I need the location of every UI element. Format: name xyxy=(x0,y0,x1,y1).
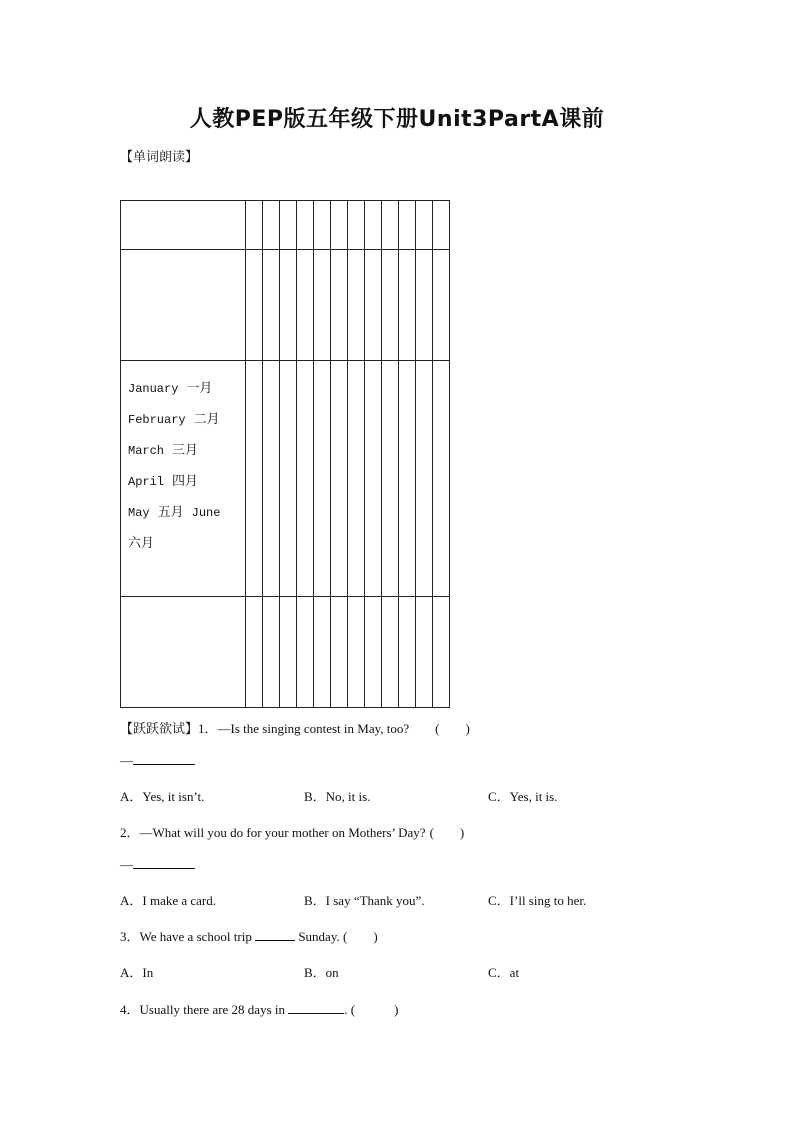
table-cell xyxy=(382,201,399,250)
vocab-chinese: 一月 xyxy=(186,381,213,396)
table-cell xyxy=(399,201,416,250)
table-cell xyxy=(348,361,365,597)
answer-line xyxy=(120,856,195,873)
answer-dash: — xyxy=(120,753,133,768)
table-cell xyxy=(297,361,314,597)
table-cell xyxy=(416,361,433,597)
section-word-reading: 【单词朗读】 xyxy=(120,150,199,165)
vocab-english: March xyxy=(128,444,165,458)
table-cell xyxy=(246,201,263,250)
table-cell xyxy=(314,361,331,597)
table-cell xyxy=(246,250,263,361)
table-cell xyxy=(365,597,382,708)
vocab-line xyxy=(128,470,198,490)
table-cell xyxy=(382,597,399,708)
table-cell xyxy=(314,597,331,708)
vocabulary-table xyxy=(120,200,450,708)
table-cell xyxy=(416,597,433,708)
answer-blank[interactable] xyxy=(133,856,195,869)
vocab-english: January xyxy=(128,382,179,396)
question-text: Usually there are 28 days in xyxy=(139,1002,285,1017)
vocab-line xyxy=(128,532,154,552)
page-title: 人教PEP版五年级下册Unit3PartA课前 xyxy=(189,107,605,132)
vocab-line xyxy=(128,408,220,428)
vocab-chinese: 六月 xyxy=(128,536,155,551)
table-cell xyxy=(246,597,263,708)
question-2 xyxy=(120,822,464,841)
table-cell xyxy=(399,361,416,597)
table-cell xyxy=(280,201,297,250)
vocab-chinese: 三月 xyxy=(172,443,199,458)
option-a: A．In xyxy=(120,965,154,980)
option-c: C．Yes, it is. xyxy=(488,789,558,804)
option-a: A．Yes, it isn’t. xyxy=(120,789,205,804)
table-cell xyxy=(382,250,399,361)
table-cell xyxy=(297,250,314,361)
table-cell xyxy=(121,597,246,708)
option-b: B．on xyxy=(304,965,339,980)
vocab-line xyxy=(128,439,198,459)
vocab-chinese: 四月 xyxy=(172,474,199,489)
table-cell xyxy=(246,361,263,597)
answer-paren: ( ) xyxy=(429,825,465,840)
answer-paren: ( ) xyxy=(435,721,470,736)
table-cell xyxy=(280,597,297,708)
table-cell xyxy=(382,361,399,597)
question-text: —Is the singing contest in May, too? xyxy=(217,721,410,736)
question-number: 4． xyxy=(120,1002,140,1017)
fill-blank[interactable] xyxy=(288,1001,344,1014)
answer-dash: — xyxy=(120,857,133,872)
question-number: 2． xyxy=(120,825,140,840)
question-text: We have a school trip xyxy=(139,929,252,944)
table-cell xyxy=(263,597,280,708)
table-cell xyxy=(416,201,433,250)
table-cell xyxy=(348,250,365,361)
vocab-line xyxy=(128,377,212,397)
table-cell xyxy=(121,361,246,597)
table-cell xyxy=(348,201,365,250)
table-cell xyxy=(297,201,314,250)
table-cell xyxy=(331,597,348,708)
option-c: C．I’ll sing to her. xyxy=(488,893,587,908)
table-cell xyxy=(331,361,348,597)
table-cell xyxy=(263,361,280,597)
table-cell xyxy=(314,201,331,250)
table-row xyxy=(121,361,450,597)
table-cell xyxy=(416,250,433,361)
table-cell xyxy=(399,250,416,361)
question-text: —What will you do for your mother on Mothers’ Day? xyxy=(139,825,426,840)
table-cell xyxy=(331,250,348,361)
question-3: 3．We have a school trip Sunday. ( ) xyxy=(120,929,378,944)
table-cell xyxy=(331,201,348,250)
table-cell xyxy=(365,250,382,361)
answer-blank[interactable] xyxy=(133,752,195,765)
answer-paren: ( ) xyxy=(342,929,378,944)
option-b: B．No, it is. xyxy=(304,789,371,804)
vocab-english: April xyxy=(128,475,165,489)
table-cell xyxy=(297,597,314,708)
vocab-english: February xyxy=(128,413,186,427)
table-cell xyxy=(263,250,280,361)
option-a: A．I make a card. xyxy=(120,893,217,908)
vocab-line xyxy=(128,501,220,521)
table-row xyxy=(121,201,450,250)
table-cell xyxy=(365,361,382,597)
answer-paren: ( ) xyxy=(350,1002,399,1017)
answer-line xyxy=(120,752,195,769)
table-cell xyxy=(280,250,297,361)
table-cell xyxy=(121,250,246,361)
table-row xyxy=(121,597,450,708)
vocab-chinese: 五月 xyxy=(157,505,184,520)
question-number: 3． xyxy=(120,929,140,944)
table-cell xyxy=(314,250,331,361)
vocab-chinese: 二月 xyxy=(193,412,220,427)
table-cell xyxy=(433,250,450,361)
table-cell xyxy=(263,201,280,250)
table-cell xyxy=(433,201,450,250)
question-4: 4．Usually there are 28 days in . ( ) xyxy=(120,1002,399,1017)
question-1 xyxy=(120,718,470,737)
table-row xyxy=(121,250,450,361)
table-cell xyxy=(121,201,246,250)
table-cell xyxy=(348,597,365,708)
option-c: C．at xyxy=(488,965,520,980)
table-cell xyxy=(433,597,450,708)
vocab-english: May xyxy=(128,506,150,520)
table-cell xyxy=(280,361,297,597)
section-try: 【跃跃欲试】 xyxy=(120,722,199,737)
fill-blank[interactable] xyxy=(255,928,295,941)
question-number: 1． xyxy=(198,721,218,736)
option-b: B．I say “Thank you”. xyxy=(304,893,425,908)
table-cell xyxy=(433,361,450,597)
vocab-english: June xyxy=(191,506,221,520)
table-cell xyxy=(365,201,382,250)
table-cell xyxy=(399,597,416,708)
